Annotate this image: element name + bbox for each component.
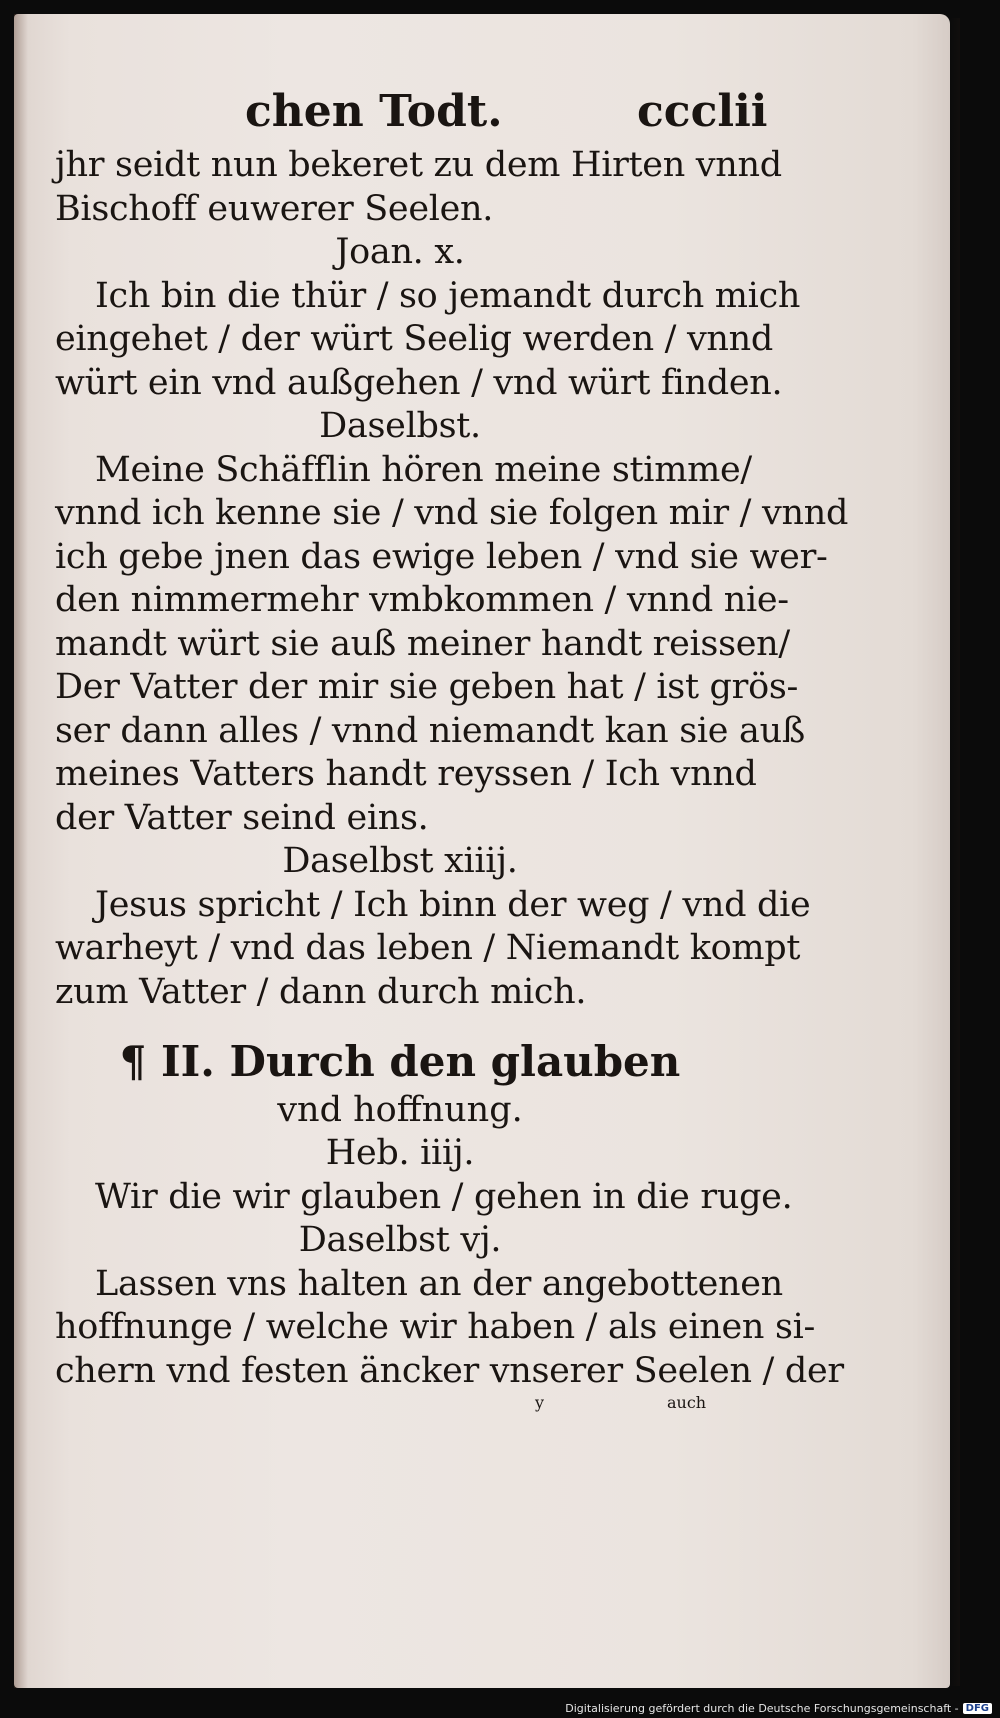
text-line: Daselbst vj. <box>298 1220 502 1260</box>
text-line: ser dann alles / vnnd niemandt kan sie auß <box>55 710 805 751</box>
digitization-credit <box>565 1702 992 1715</box>
text-line: würt ein vnd außgehen / vnd würt finden. <box>55 362 783 403</box>
text-line: eingehet / der würt Seelig werden / vnnd <box>55 319 774 359</box>
text-line: Meine Schäfflin hören meine stimme/ <box>95 449 752 490</box>
page-edge <box>950 18 960 1686</box>
text-line: Daselbst. <box>319 406 481 446</box>
text-line: Bischoff euwerer Seelen. <box>55 188 494 229</box>
text-line: chern vnd festen äncker vnserer Seelen / der <box>55 1350 844 1391</box>
text-line: ich gebe jnen das ewige leben / vnd sie wer- <box>55 536 828 577</box>
text-line: den nimmermehr vmbkommen / vnnd nie- <box>55 580 789 620</box>
text-line: der Vatter seind eins. <box>55 797 429 838</box>
text-line: hoffnunge / welche wir haben / als einen si- <box>55 1307 816 1347</box>
catchword: auch <box>667 1393 707 1412</box>
running-title: chen Todt. <box>245 86 503 137</box>
chapter-title: II. Durch den glauben <box>161 1037 681 1086</box>
folio-number: ccclii <box>637 86 768 137</box>
text-block-2 <box>55 1132 844 1393</box>
text-line: Wir die wir glauben / gehen in die ruge. <box>95 1176 793 1217</box>
text-line: Heb. iiij. <box>325 1133 475 1173</box>
page-spine-shadow <box>14 14 28 1688</box>
text-line: mandt würt sie auß meiner handt reissen/ <box>55 623 790 664</box>
text-line: Joan. x. <box>335 232 465 272</box>
signature-mark: y <box>535 1393 545 1412</box>
credit-text: Digitalisierung gefördert durch die Deutsche Forschungsgemeinschaft - <box>565 1702 959 1715</box>
page-footer <box>55 1393 755 1433</box>
page-text <box>55 86 849 1433</box>
running-header <box>55 86 768 144</box>
text-line: warheyt / vnd das leben / Niemandt kompt <box>55 928 801 968</box>
text-line: Ich bin die thür / so jemandt durch mich <box>95 275 801 316</box>
text-line: vnnd ich kenne sie / vnd sie folgen mir / vnnd <box>55 493 849 533</box>
pilcrow-icon: ¶ <box>119 1037 147 1086</box>
chapter-title-line2: vnd hoffnung. <box>277 1090 523 1130</box>
text-line: zum Vatter / dann durch mich. <box>55 971 587 1012</box>
chapter-heading <box>55 1036 745 1088</box>
text-line: meines Vatters handt reyssen / Ich vnnd <box>55 754 757 794</box>
text-line: Daselbst xiiij. <box>282 841 518 881</box>
text-line: Der Vatter der mir sie geben hat / ist grös- <box>55 667 799 707</box>
text-line: Jesus spricht / Ich binn der weg / vnd die <box>95 884 811 925</box>
dfg-logo: DFG <box>963 1703 992 1714</box>
text-block-1 <box>55 144 849 1014</box>
text-line: jhr seidt nun bekeret zu dem Hirten vnnd <box>55 145 782 185</box>
text-line: Lassen vns halten an der angebottenen <box>95 1263 783 1304</box>
